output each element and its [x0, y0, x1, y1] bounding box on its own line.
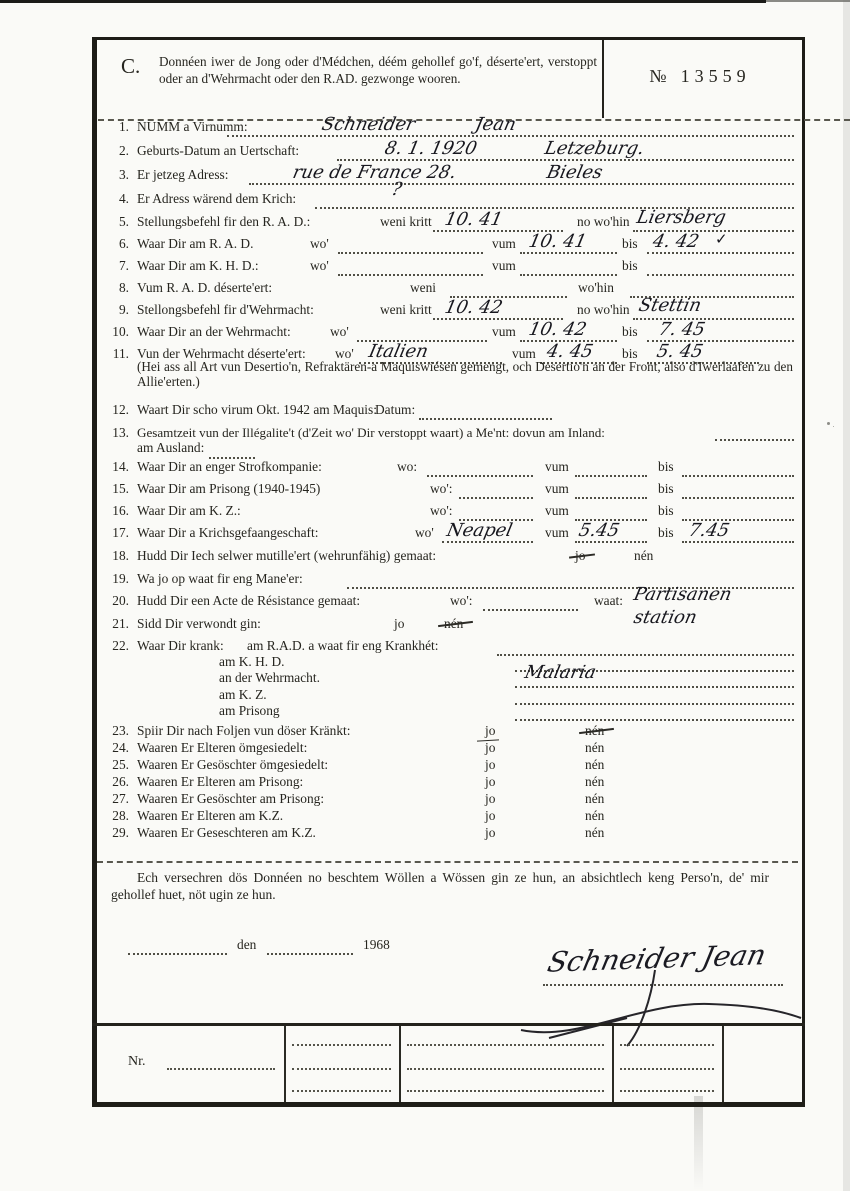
scan-edge-line-faint	[766, 0, 850, 2]
row-label: Waar Dir an der Wehrmacht:	[137, 324, 291, 339]
number-sign: №	[649, 66, 667, 86]
row-number: 24.	[112, 740, 129, 755]
field-label: wo:	[397, 459, 418, 474]
field-label: bis	[658, 503, 674, 518]
handwritten-value: Liersberg	[634, 207, 728, 228]
dotted-line	[427, 475, 533, 477]
jo-option: jo	[485, 791, 496, 806]
nen-option: nén	[585, 740, 605, 755]
handwritten-value: 5. 45	[654, 341, 706, 362]
form-row-13	[97, 425, 802, 459]
row-number: 9.	[118, 302, 129, 317]
form-row-6	[97, 231, 802, 256]
row-number: 12.	[112, 402, 129, 417]
form-row-15	[97, 481, 802, 501]
number-value: 13559	[680, 66, 751, 86]
scan-edge-line	[0, 0, 766, 3]
dotted-line	[647, 274, 794, 276]
field-label: vum	[512, 346, 536, 361]
form-row-17	[97, 520, 802, 545]
row-label: Er Adress wärend dem Krich:	[137, 191, 297, 206]
dotted-line	[292, 1068, 391, 1070]
row-label: NUMM a Virnumm:	[137, 119, 248, 134]
row-number: 23.	[112, 723, 129, 738]
row-label: Er jetzeg Adress:	[137, 167, 229, 182]
nen-option: nén	[585, 774, 605, 789]
form-row-1	[97, 114, 802, 139]
scan-right-shadow	[843, 0, 850, 1191]
row-number: 28.	[112, 808, 129, 823]
dotted-line	[249, 183, 794, 185]
dotted-line	[483, 609, 578, 611]
dotted-line	[633, 318, 794, 320]
dotted-line	[128, 953, 227, 955]
handwritten-value: 7. 45	[656, 319, 708, 340]
nen-option: nén	[585, 791, 605, 806]
scan-streak	[694, 1096, 703, 1191]
dotted-line	[267, 953, 353, 955]
row-label: Hudd Dir Iech selwer mutille'ert (wehrunfähig) gemaat:	[137, 548, 437, 563]
row-label: Waaren Er Elteren ömgesiedelt:	[137, 740, 308, 755]
sub-label: am R.A.D. a waat fir eng Krankhét:	[247, 638, 439, 653]
row-number: 26.	[112, 774, 129, 789]
nr-label: Nr.	[128, 1054, 146, 1069]
form-row-2	[97, 138, 802, 163]
field-label: weni	[410, 280, 437, 295]
row-number: 1.	[118, 119, 129, 134]
row-number: 21.	[112, 616, 129, 631]
row-label: Stellongsbefehl fir d'Wehrmacht:	[137, 302, 314, 317]
sub-label: am K. Z.	[219, 687, 267, 702]
dotted-line	[682, 497, 794, 499]
field-label: bis	[622, 324, 638, 339]
jo-option: jo	[485, 740, 496, 755]
field-label: Datum:	[375, 402, 416, 417]
nen-option: nén	[634, 548, 654, 563]
dotted-line	[338, 274, 483, 276]
checkmark: ✓	[715, 232, 728, 248]
field-label: vum	[545, 525, 569, 540]
dotted-line	[337, 159, 794, 161]
row-label: Waar Dir am K. H. D.:	[137, 258, 259, 273]
sub-label: an der Wehrmacht.	[219, 670, 320, 685]
handwritten-value: 7.45	[686, 520, 732, 541]
row-number: 8.	[118, 280, 129, 295]
row-number: 14.	[112, 459, 129, 474]
row-number: 19.	[112, 571, 129, 586]
row-number: 11.	[112, 346, 129, 361]
field-label: wo':	[430, 503, 453, 518]
nen-option: nén	[585, 757, 605, 772]
jo-option: jo	[485, 808, 496, 823]
field-label: weni kritt	[380, 302, 432, 317]
row-label: Waaren Er Elteren am K.Z.	[137, 808, 284, 823]
form-header-description: Donnéen iwer de Jong oder d'Médchen, déém gehollef go'f, déserte'ert, verstoppt oder an d'Wehrmacht oder den R.AD. gezwonge wooren.	[159, 54, 597, 86]
handwritten-value: Partisanen	[631, 584, 734, 605]
scan-artifact	[827, 422, 830, 425]
dotted-line	[575, 497, 647, 499]
bottom-table	[92, 1023, 805, 1107]
handwritten-value: 4. 45	[544, 341, 596, 362]
row-label: Gesamtzeit vun der Illégalite't (d'Zeit wo' Dir verstoppt waart) a Me'nt: dovun am Inland:	[137, 425, 605, 440]
handwritten-value: station	[631, 607, 699, 628]
field-label: wo'	[310, 258, 329, 273]
field-label: bis	[622, 346, 638, 361]
row-label: Spiir Dir nach Foljen vun döser Kränkt:	[137, 723, 351, 738]
field-label: wo'	[415, 525, 434, 540]
dotted-line	[407, 1044, 604, 1046]
dotted-line	[620, 1044, 714, 1046]
dotted-line	[227, 135, 794, 137]
field-label: vum	[492, 258, 516, 273]
form-row-22-prisong	[97, 703, 802, 723]
field-label: weni kritt	[380, 214, 432, 229]
field-label: vum	[492, 324, 516, 339]
table-divider	[612, 1026, 614, 1102]
form-row-14	[97, 459, 802, 479]
row-label: Vun der Wehrmacht déserte'ert:	[137, 346, 306, 361]
field-label: vum	[545, 481, 569, 496]
row-number: 7.	[118, 258, 129, 273]
handwritten-value: Neapel	[444, 520, 515, 541]
row-number: 6.	[118, 236, 129, 251]
row-number: 27.	[112, 791, 129, 806]
declaration-text: Ech versechren dös Donnéen no beschtem Wöllen a Wössen gin ze hun, an absichtlech keng Perso'n, de' mir gehollef huet, nöt ugin ze hun.	[111, 870, 769, 902]
table-divider	[722, 1026, 724, 1102]
row-label: Waar Dir an enger Strofkompanie:	[137, 459, 322, 474]
field-label: bis	[622, 236, 638, 251]
row-label: Waaren Er Gesöschter ömgesiedelt:	[137, 757, 329, 772]
jo-option: jo	[394, 616, 405, 631]
nen-option: nén	[585, 825, 605, 840]
form-row-3	[97, 162, 802, 187]
handwritten-value: 4. 42	[650, 231, 702, 252]
handwritten-value: Stettin	[636, 295, 704, 316]
form-border-box	[92, 37, 805, 1102]
jo-option-underlined: jo	[485, 723, 496, 738]
handwritten-value: 10. 42	[526, 319, 589, 340]
dotted-line	[620, 1068, 714, 1070]
dotted-line	[407, 1090, 604, 1092]
dotted-line	[520, 274, 617, 276]
row-label: Hudd Dir een Acte de Résistance gemaat:	[137, 593, 361, 608]
field-label: bis	[658, 525, 674, 540]
dotted-line	[459, 497, 533, 499]
row-label: Waar Dir am R. A. D.	[137, 236, 254, 251]
row-label: Wa jo op waat fir eng Mane'er:	[137, 571, 303, 586]
row-label: Geburts-Datum an Uertschaft:	[137, 143, 300, 158]
handwritten-value: Malaria	[522, 662, 598, 683]
handwritten-value: 10. 41	[526, 231, 589, 252]
row-number: 16.	[112, 503, 129, 518]
jo-option-struck: jo	[575, 548, 586, 563]
field-label: vum	[492, 236, 516, 251]
handwritten-value: 8. 1. 1920	[382, 138, 479, 159]
handwritten-value: Letzeburg.	[542, 138, 647, 159]
row-number: 10.	[112, 324, 129, 339]
form-row-29	[97, 825, 802, 845]
field-label: wo'	[335, 346, 354, 361]
row-label: Waart Dir scho virum Okt. 1942 am Maquis:	[137, 402, 377, 417]
dotted-line	[292, 1044, 391, 1046]
row-number: 29.	[112, 825, 129, 840]
dotted-line	[442, 541, 533, 543]
field-label: bis	[658, 481, 674, 496]
row-label-line2: am Ausland:	[137, 440, 205, 455]
row-number: 15.	[112, 481, 129, 496]
handwritten-value: Italien	[366, 341, 431, 362]
field-label: no wo'hin	[577, 302, 630, 317]
row-note: (Hei ass all Art vun Desertio'n, Refraktären-a Maquiswiésen gemengt, och Desertio'n an der Front, also d'Iwerlaafen zu den Allie'erten.)	[137, 359, 793, 389]
handwritten-value: 10. 42	[442, 297, 505, 318]
nen-option: nén	[585, 808, 605, 823]
jo-option: jo	[485, 825, 496, 840]
row-label: Waaren Er Gesöschter am Prisong:	[137, 791, 325, 806]
dotted-line	[520, 252, 617, 254]
field-label: bis	[658, 459, 674, 474]
dotted-line	[167, 1068, 275, 1070]
row-number: 18.	[112, 548, 129, 563]
section-letter: C.	[121, 54, 141, 78]
signature-handwritten: Schneider Jean	[544, 938, 770, 979]
field-label: wo'hin	[578, 280, 614, 295]
row-label: Waar Dir am Prisong (1940-1945)	[137, 481, 321, 496]
dotted-line	[620, 1090, 714, 1092]
dotted-line	[647, 252, 794, 254]
sub-label: am K. H. D.	[219, 654, 285, 669]
form-row-18	[97, 548, 802, 568]
dotted-line	[575, 541, 647, 543]
row-number: 13.	[112, 425, 129, 440]
form-row-12	[97, 402, 802, 422]
form-number	[602, 66, 798, 87]
field-label: bis	[622, 258, 638, 273]
field-label: vum	[545, 503, 569, 518]
field-label: vum	[545, 459, 569, 474]
dotted-line	[338, 252, 483, 254]
row-number: 3.	[118, 167, 129, 182]
declaration-separator-dashed	[97, 861, 798, 863]
dotted-line	[682, 541, 794, 543]
handwritten-value: Bieles	[544, 162, 605, 183]
handwritten-value: 5.45	[576, 520, 622, 541]
row-number: 2.	[118, 143, 129, 158]
form-row-11	[97, 341, 802, 394]
row-label: Stellungsbefehl fir den R. A. D.:	[137, 214, 311, 229]
row-label: Waaren Er Elteren am Prisong:	[137, 774, 304, 789]
date-year: 1968	[363, 937, 390, 952]
table-divider	[399, 1026, 401, 1102]
handwritten-value: ?	[389, 179, 404, 200]
row-number: 22.	[112, 638, 129, 653]
handwritten-value: 10. 41	[442, 209, 505, 230]
dotted-line	[292, 1090, 391, 1092]
field-label: wo'	[310, 236, 329, 251]
dotted-line	[682, 475, 794, 477]
dotted-line	[575, 475, 647, 477]
row-label: Waaren Er Geseschteren am K.Z.	[137, 825, 316, 840]
table-divider	[284, 1026, 286, 1102]
dotted-line	[715, 439, 794, 441]
row-number: 25.	[112, 757, 129, 772]
field-label: wo':	[450, 593, 473, 608]
field-label: waat:	[594, 593, 623, 608]
dotted-line	[515, 719, 794, 721]
row-number: 5.	[118, 214, 129, 229]
form-row-7	[97, 258, 802, 278]
jo-option: jo	[485, 757, 496, 772]
field-label: no wo'hin	[577, 214, 630, 229]
nen-option-struck: nén	[444, 616, 464, 631]
row-label: Waar Dir am K. Z.:	[137, 503, 241, 518]
row-label: Vum R. A. D. déserte'ert:	[137, 280, 273, 295]
date-word: den	[237, 937, 257, 952]
field-label: wo'	[330, 324, 349, 339]
form-row-21	[97, 616, 802, 636]
handwritten-value: rue de France 28.	[290, 162, 459, 183]
row-number: 17.	[112, 525, 129, 540]
field-label: wo':	[430, 481, 453, 496]
row-number: 20.	[112, 593, 129, 608]
jo-option: jo	[485, 774, 496, 789]
sub-label: am Prisong	[219, 703, 280, 718]
dotted-line	[407, 1068, 604, 1070]
dotted-line	[419, 418, 552, 420]
row-label: Waar Dir krank:	[137, 638, 224, 653]
row-number: 4.	[118, 191, 129, 206]
row-label: Sidd Dir verwondt gin:	[137, 616, 261, 631]
handwritten-value: Schneider Jean	[319, 114, 518, 135]
nen-option-struck: nén	[585, 723, 605, 738]
row-label: Waar Dir a Krichsgefaangeschaft:	[137, 525, 319, 540]
